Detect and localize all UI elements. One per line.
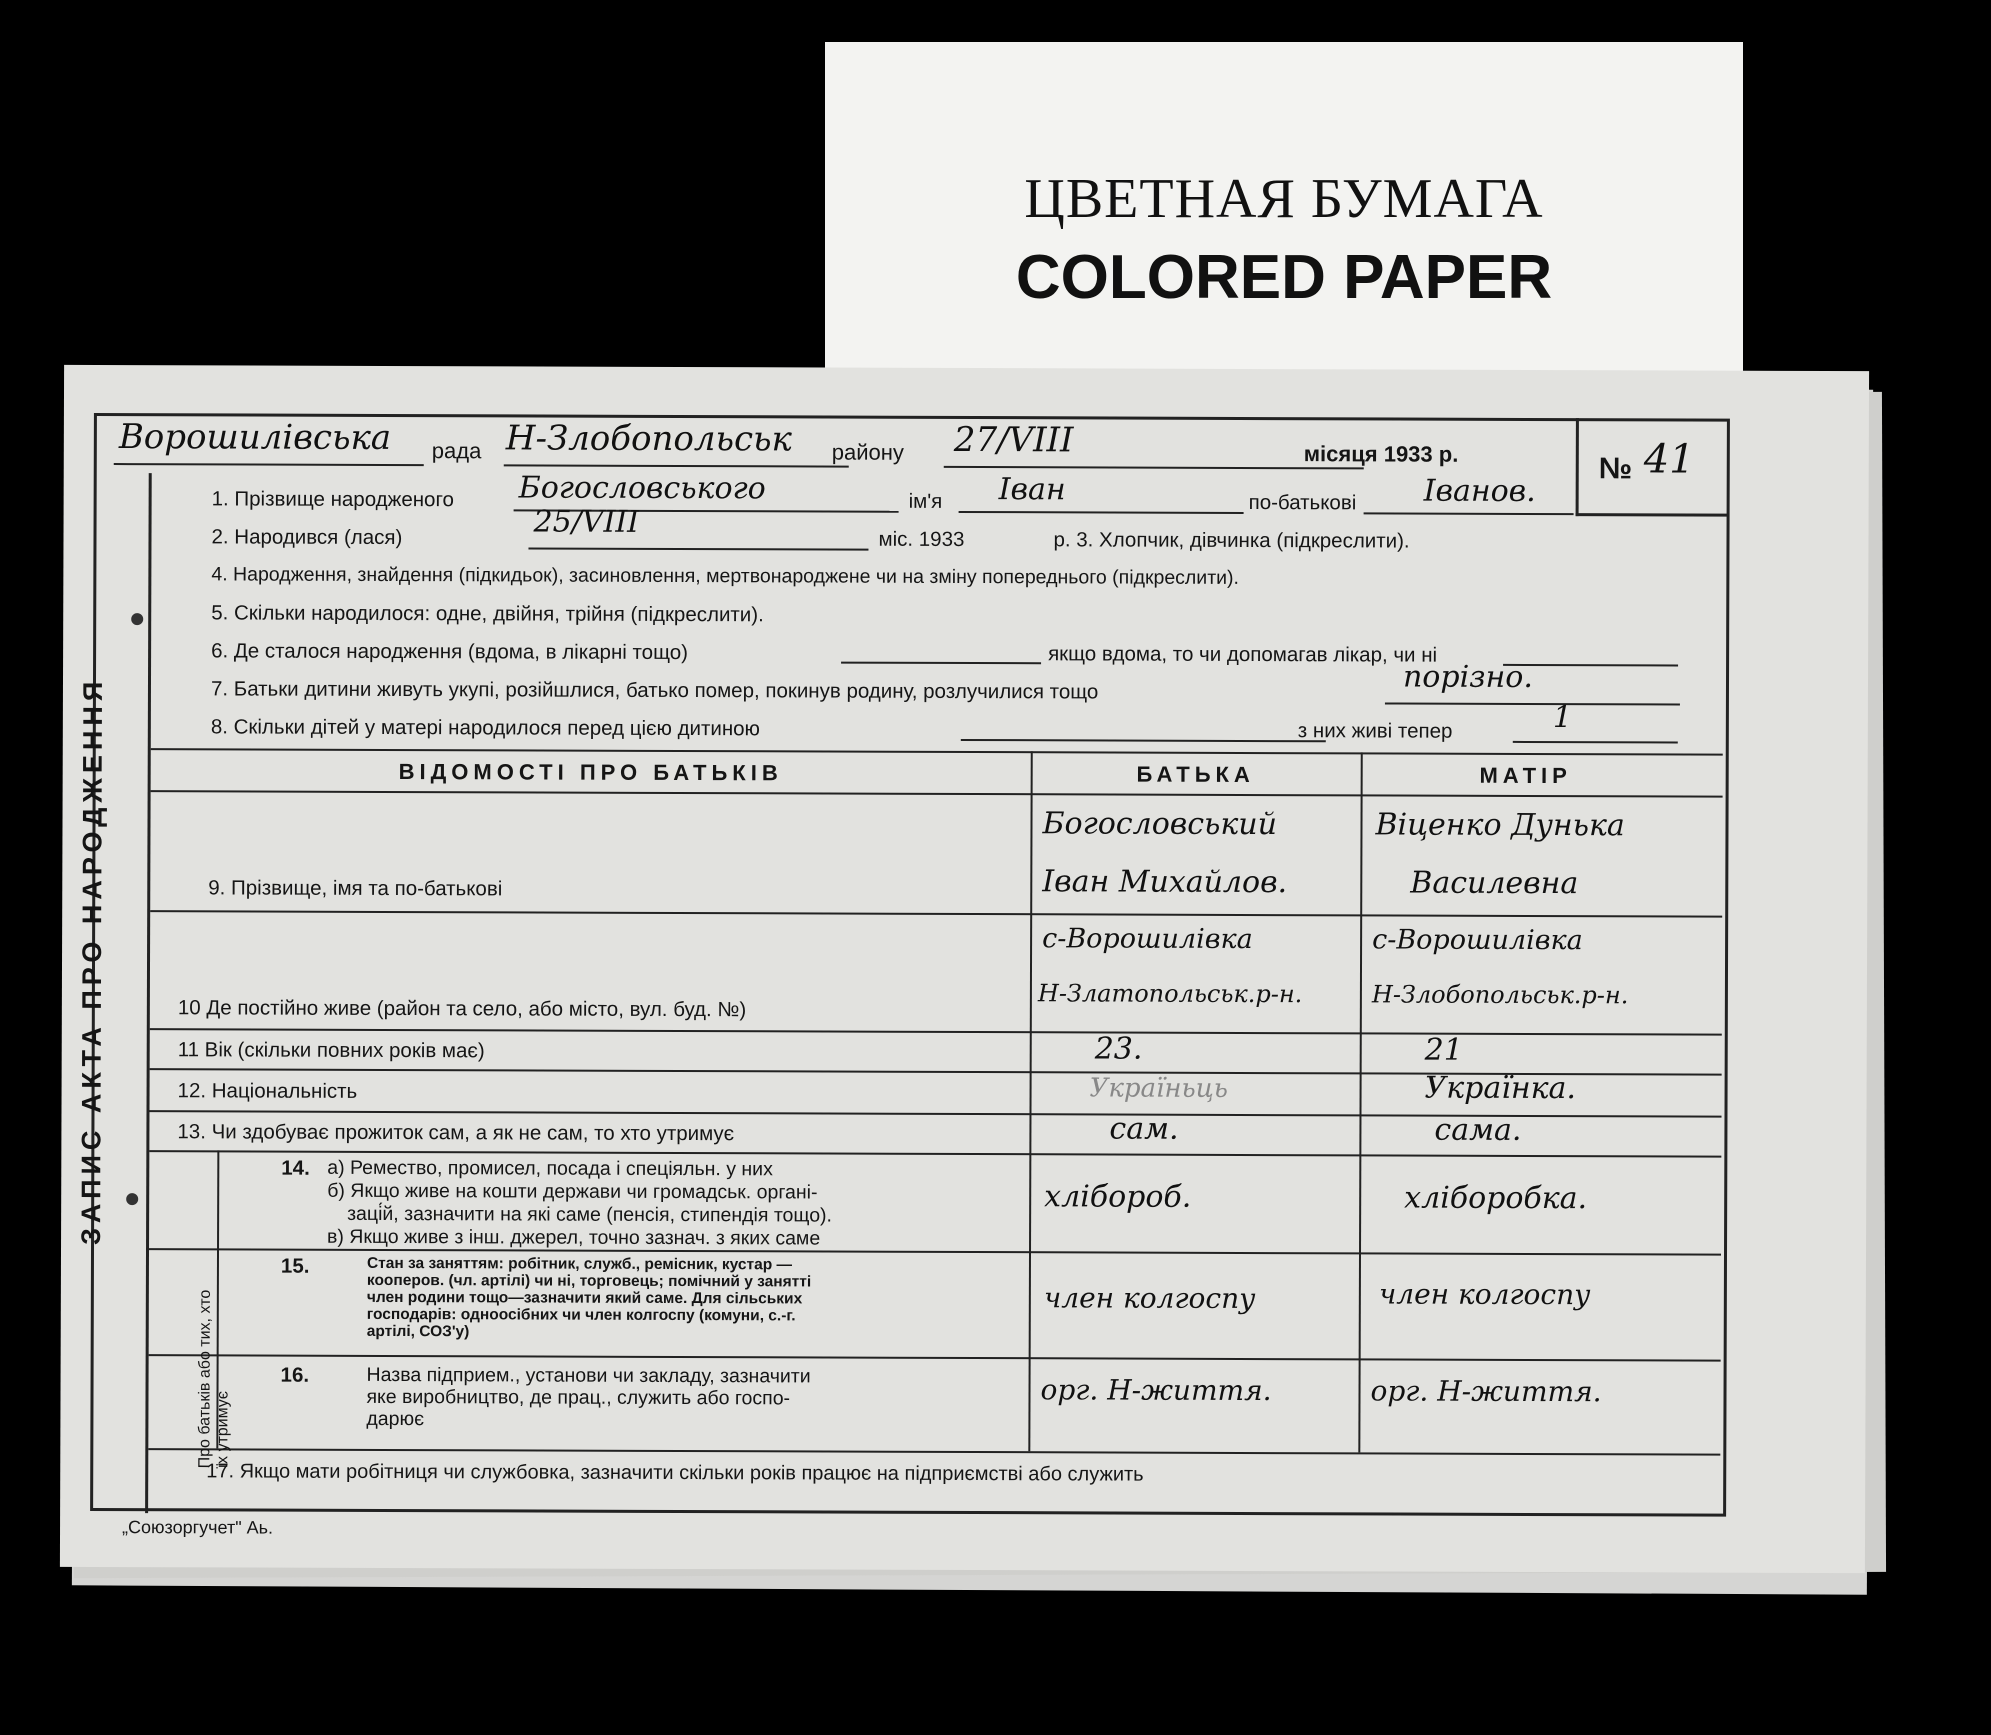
row16-line: яке виробництво, де прац., служить або госпо- — [366, 1385, 791, 1410]
row10-label: 10 Де постійно живе (район та село, або місто, вул. буд. №) — [177, 996, 747, 1022]
row13-label: 13. Чи здобуває прожиток сам, а як не сам, то хто утримує — [177, 1120, 735, 1146]
table-rule — [148, 1448, 1720, 1455]
row16-line: Назва підприем., установи чи закладу, зазначити — [366, 1363, 811, 1388]
side-label-line: їх утримує — [214, 1390, 232, 1469]
punch-hole — [131, 613, 143, 625]
mother-occupation: хліборобка. — [1404, 1180, 1588, 1217]
father-name: Іван Михайлов. — [1042, 864, 1288, 901]
father-status: член колгоспу — [1043, 1281, 1256, 1316]
row14-line: заці́й, зазначити на які саме (пенсія, стипендія тощо). — [347, 1202, 833, 1227]
day-handwritten: 27/VIII — [953, 419, 1074, 461]
row17-text: 17. Якщо мати робітниця чи службовка, зазначити скільки років працює на підприємстві або служить — [206, 1460, 1144, 1486]
parents-table — [148, 748, 1723, 1510]
rayon-handwritten: H-Злобопольськ — [505, 418, 792, 460]
father-occupation: хлібороб. — [1044, 1179, 1192, 1215]
mother-village: с-Ворошилівка — [1372, 924, 1583, 957]
line6-label2: якщо вдома, то чи допомагав лікар, чи ні — [1048, 642, 1438, 667]
patronymic-handwritten: Іванов. — [1423, 473, 1536, 509]
mother-age: 21 — [1424, 1032, 1463, 1068]
row15-line: артілі, СОЗ'у) — [366, 1322, 470, 1341]
line7-label: 7. Батьки дитини живуть укупі, розійшлися, батько помер, покинув родину, розлучилися тощо — [210, 677, 1099, 704]
month-year-label: місяця 1933 р. — [1303, 441, 1459, 467]
record-number-label: № — [1598, 452, 1633, 486]
name-handwritten: Іван — [998, 472, 1066, 508]
name-label: ім'я — [908, 489, 943, 513]
row15-num: 15. — [280, 1254, 310, 1278]
father-support: сам. — [1109, 1111, 1179, 1147]
row14-line: б) Якщо живе на кошти держави чи громадськ. органі- — [327, 1179, 818, 1204]
card-line-en: COLORED PAPER — [1015, 243, 1553, 312]
printer-mark: „Союзоргучет" Аь. — [122, 1517, 274, 1538]
line5-text: 5. Скільки народилося: одне, двійня, трійня (підкреслити). — [211, 601, 764, 627]
father-surname: Богословський — [1042, 806, 1278, 843]
side-label-line: Про батьків або тих, хто — [196, 1289, 214, 1469]
mother-support: сама. — [1434, 1112, 1522, 1148]
header-mother: МАТІР — [1479, 762, 1572, 789]
rayon-label: району — [831, 439, 905, 465]
table-col-rule — [1358, 752, 1362, 1452]
row16-num: 16. — [280, 1363, 310, 1387]
table-rule — [151, 790, 1723, 797]
row12-label: 12. Національність — [177, 1079, 358, 1103]
line8-handwritten: 1 — [1552, 700, 1573, 736]
row14-text — [327, 1157, 1027, 1251]
line4-text: 4. Народження, знайдення (підкидьок), засиновлення, мертвонароджене чи на зміну попереднього (підкреслити). — [211, 563, 1239, 589]
mother-workplace: орг. Н-життя. — [1370, 1374, 1602, 1409]
table-col-rule — [1028, 751, 1032, 1451]
birth-date-handwritten: 25/VIII — [533, 504, 640, 540]
mother-nationality: Українка. — [1424, 1070, 1577, 1107]
header-info: ВІДОМОСТІ ПРО БАТЬКІВ — [398, 759, 783, 786]
line1-label: 1. Прізвище народженого — [211, 487, 454, 512]
birth-record-form: ЗАПИС АКТА ПРО НАРОДЖЕННЯ Ворошилівська рада H-Злобопольськ району 27/VIII місяця 1933 р. № 41 1. Прізвище народженого Богословського ім'я Іван по-батькові Іванов. 2. Народився (лася) 25/VIII міс. 1933 р. 3. Хлопчик, дівчинка (підкреслити). 4. Народження, знайдення (підкидьок), засиновлення, мертвонароджене чи на зміну попереднього (підкреслити). 5. Скільки народилося: одне, двійня, трійня (підкреслити). 6. Де сталося народження (вдома, в лікарні тощо) якщо вдома, то чи допомагав лікар, чи ні 7. Батьки дитини живуть укупі, розійшлися, батько помер, покинув родину, розлучилися тощо порізно. 8. Скільки дітей у матері народилося перед цією дитиною з них живі тепер 1 ВІДОМОСТІ ПРО БАТЬКІВ БАТЬКА МАТІР 9. Прізвище, імя та по-батькові Богословський Іван Михайлов. Віценко Дунька Василевна 10 Де постійно живе (район та село, або місто, вул. буд. №) с-Ворошилівка Н-Златопольськ.р-н. с-Ворошилівка Н-Злобопольськ.р-н. 11 Вік (скільки повних років має) 23. 21 12. Національність Україньць Українка. 13. Чи здобуває прожиток сам, а як не сам, то хто утримує сам. сама. Про батьків або тих, хто їх утримує 14. а) Ремество, промисел, посада і спеціяльн. у них б) Якщо живе на кошти держави чи громадськ. органі- заці́й, зазначити на які саме (пенсія, стипендія тощо). в) Якщо живе з інш. джерел, точно зазнач. з яких саме хлібороб. хліборобка. 15. Стан за заняттям: робітник, служб., ремісник, кустар — кооперов. (чл. артілі) чи ні, торговець; помічний у занятті член родини тощо—зазначити який саме. Для сільських господарів: одноосібних чи член колгоспу (комуни, с.-г. артілі, СОЗ'у) член колгоспу член колгоспу 16. Назва підприем., установи чи закладу, зазначити яке виробництво, де прац., служить або госпо- дарює орг. Н-життя. орг. Н-життя. 17. Якщо мати робітниця чи службовка, зазначити скільки років працює на підприємстві або служить „Союзоргучет" Аь. — [60, 365, 1869, 1573]
parents-side-label — [196, 1290, 233, 1469]
line6-label: 6. Де сталося народження (вдома, в лікарні тощо) — [211, 639, 689, 665]
row9-label: 9. Прізвище, імя та по-батькові — [208, 876, 503, 901]
father-nationality: Україньць — [1089, 1073, 1228, 1104]
father-village: с-Ворошилівка — [1042, 923, 1253, 956]
header-father: БАТЬКА — [1136, 761, 1255, 788]
mother-surname: Віценко Дунька — [1375, 807, 1625, 844]
mother-rayon: Н-Злобопольськ.р-н. — [1371, 980, 1629, 1010]
row15-line: господарів: одноосібних чи член колгоспу (комуни, с.-г. — [366, 1305, 796, 1325]
row15-text — [367, 1255, 1017, 1342]
father-workplace: орг. Н-життя. — [1040, 1373, 1272, 1408]
patronymic-label: по-батькові — [1248, 490, 1357, 515]
line2-month-label: міс. 1933 — [878, 527, 965, 551]
table-rule — [149, 1354, 1721, 1361]
village-handwritten: Ворошилівська — [118, 417, 392, 458]
rada-label: рада — [431, 438, 482, 464]
line7-handwritten: порізно. — [1402, 659, 1533, 695]
line2-label: 2. Народився (лася) — [211, 525, 403, 550]
mother-patronymic: Василевна — [1410, 865, 1579, 902]
row14-num: 14. — [281, 1156, 310, 1180]
row11-label: 11 Вік (скільки повних років має) — [177, 1038, 485, 1063]
line8-label2: з них живі тепер — [1297, 719, 1453, 743]
father-rayon: Н-Златопольськ.р-н. — [1037, 979, 1303, 1009]
row14-line: а) Ремество, промисел, посада і спеціяльн. у них — [327, 1156, 773, 1181]
record-number-handwritten: 41 — [1643, 436, 1695, 483]
surname-handwritten: Богословського — [518, 470, 766, 507]
row15-line: Стан за заняттям: робітник, служб., ремісник, кустар — — [366, 1254, 793, 1274]
mother-status: член колгоспу — [1378, 1277, 1591, 1312]
row14-line: в) Якщо живе з інш. джерел, точно зазнач. з яких саме — [327, 1225, 821, 1250]
table-rule — [150, 910, 1722, 917]
table-rule — [150, 1028, 1722, 1035]
row15-line: кооперов. (чл. артілі) чи ні, торговець; помічний у занятті — [366, 1271, 812, 1291]
row16-line: дарює — [366, 1407, 425, 1431]
line2-sex-label: р. 3. Хлопчик, дівчинка (підкреслити). — [1053, 528, 1410, 553]
punch-hole — [126, 1193, 138, 1205]
row16-text — [366, 1364, 1016, 1432]
father-age: 23. — [1094, 1031, 1143, 1067]
line8-label: 8. Скільки дітей у матері народилося перед цією дитиною — [210, 715, 761, 741]
card-line-ru: ЦВЕТНАЯ БУМАГА — [1024, 168, 1544, 230]
row15-line: член родини тощо—зазначити який саме. Для сільських — [366, 1288, 803, 1308]
